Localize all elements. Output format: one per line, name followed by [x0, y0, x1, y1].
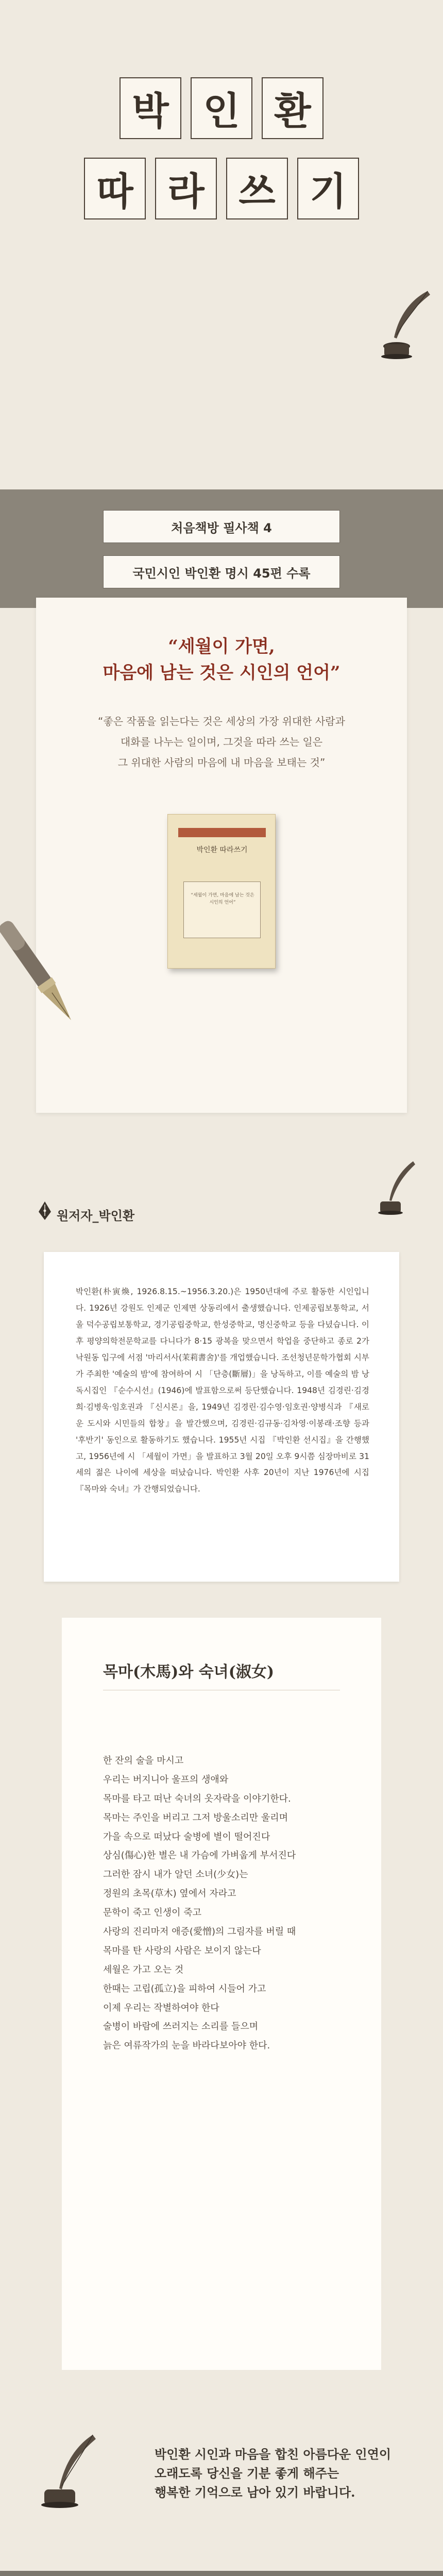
title-tile: 따	[84, 158, 146, 219]
poem-line: 가을 속으로 떠났다 술병에 별이 떨어진다	[103, 1831, 270, 1842]
title-tile: 기	[297, 158, 359, 219]
title-tile: 라	[155, 158, 217, 219]
poem-line: 한때는 고립(孤立)을 피하여 시들어 가고	[103, 1983, 266, 1994]
title-tile: 인	[191, 77, 252, 139]
poem-line: 목마는 주인을 버리고 그저 방울소리만 울리며	[103, 1812, 288, 1823]
author-bio-card	[44, 1252, 399, 1582]
poem-line: 술병이 바람에 쓰러지는 소리를 들으며	[103, 2021, 259, 2032]
poem-lines	[103, 1752, 350, 2056]
book-inner-frame	[183, 882, 261, 938]
quote-headline-line: “세월이 가면,	[168, 636, 275, 657]
closing-note-line: 박인환 시인과 마음을 합친 아름다운 인연이	[155, 2447, 391, 2462]
poem-title: 목마(木馬)와 숙녀(淑女)	[103, 1663, 275, 1681]
series-label: 처음책방 필사책 4	[103, 510, 340, 543]
poem-line: 그러한 잠시 내가 알던 소녀(少女)는	[103, 1869, 248, 1880]
poem-line: 이제 우리는 작별하여야 한다	[103, 2002, 219, 2013]
book-cover	[167, 814, 276, 969]
poem-line: 늙은 여류작가의 눈을 바라다보아야 한다.	[103, 2040, 270, 2052]
poem-line: 사랑의 진리마저 애증(愛憎)의 그림자를 버릴 때	[103, 1926, 296, 1938]
poem-line: 상심(傷心)한 별은 내 가슴에 가벼웁게 부서진다	[103, 1850, 296, 1861]
quote-body	[67, 711, 376, 773]
book-title: 박인환 따라쓰기	[196, 846, 248, 854]
poem-line: 세월은 가고 오는 것	[103, 1964, 184, 1975]
quill-inkpot-icon	[36, 2432, 98, 2509]
quote-body-line: 그 위대한 사람의 마음에 내 마음을 보태는 것”	[117, 756, 326, 769]
poem-line: 목마를 탄 사랑의 사람은 보이지 않는다	[103, 1945, 261, 1956]
closing-note-line: 행복한 기억으로 남아 있기 바랍니다.	[155, 2485, 355, 2500]
closing-note	[155, 2445, 422, 2502]
fountain-pen-icon	[0, 907, 77, 1041]
title-row-2	[62, 158, 381, 219]
book-inner-text: “세월이 가면, 마음에 남는 것은 시인의 언어”	[191, 893, 254, 905]
quote-headline	[36, 634, 407, 686]
hero-section	[0, 0, 443, 489]
poem-line: 한 잔의 술을 마시고	[103, 1755, 184, 1766]
poem-line: 정원의 초목(草木) 옆에서 자라고	[103, 1888, 236, 1900]
author-bio-text: 박인환(朴寅煥, 1926.8.15.~1956.3.20.)은 1950년대에 주로 활동한 시인입니다. 1926년 강원도 인제군 인제면 상동리에서 출생했습니다. 인제공립보통학교, 서울 덕수공립보통학교, 경기공립중학교, 한성중학교, 명신중학교 등을 다녔습니다. 이후 평양의학전문학교를 다니다가 8·15 광복을 맞으면서 학업을 중단하고 종로 2가 낙원동 입구에 서점 '마리서사(茉莉書舍)'를 개업했습니다. 조선청년문학가협회 시부가 주최한 '예술의 밤'에 참여하여 시 「단층(斷層)」을 낭독하고, 이를 예술의 밤 낭독시집인 『순수시선』(1946)에 발표함으로써 등단했습니다. 1948년 김경린·김경희·김병욱·임호권과 『신시론』을, 1949년 김경린·김수영·임호권·양병식과 『새로운 도시와 시민들의 합창』을 발간했으며, 김경린·김규동·김차영·이봉래·조향 등과 '후반기' 동인으로 활동하기도 했습니다. 1955년 시집 『박인환 선시집』을 간행했고, 1956년에 시 「세월이 가면」을 발표하고 3월 20일 오후 9시쯤 심장마비로 31세의 젊은 나이에 세상을 떠났습니다. 박인환 사후 20년이 지난 1976년에 시집 『목마와 숙녀』가 간행되었습니다.	[76, 1287, 369, 1494]
title-tile: 박	[120, 77, 181, 139]
poem-line: 우리는 버지니아 울프의 생애와	[103, 1774, 229, 1785]
poem-line: 문학이 죽고 인생이 죽고	[103, 1907, 202, 1919]
title-row-1	[62, 77, 381, 139]
bookstore-intro-footer	[0, 2571, 443, 2576]
title-tile: 환	[262, 77, 323, 139]
quill-inkpot-icon	[376, 289, 433, 361]
quote-panel	[36, 598, 407, 1113]
pen-nib-icon	[37, 1200, 53, 1221]
closing-note-line: 오래도록 당신을 기분 좋게 해주는	[155, 2466, 339, 2481]
quote-body-line: “좋은 작품을 읽는다는 것은 세상의 가장 위대한 사람과	[98, 715, 345, 727]
quill-inkpot-icon	[376, 1159, 417, 1216]
series-band	[0, 489, 443, 608]
quote-headline-line: 마음에 남는 것은 시인의 언어”	[103, 663, 340, 683]
subtitle-label: 국민시인 박인환 명시 45편 수록	[103, 555, 340, 588]
quote-body-line: 대화를 나누는 일이며, 그것을 따라 쓰는 일은	[120, 736, 323, 748]
poem-card	[62, 1618, 381, 2370]
book-band	[178, 828, 266, 837]
poem-line: 목마를 타고 떠난 숙녀의 옷자락을 이야기한다.	[103, 1793, 291, 1804]
author-heading: 원저자_박인환	[57, 1209, 135, 1223]
title-tile: 쓰	[226, 158, 288, 219]
title-tiles	[62, 77, 381, 238]
